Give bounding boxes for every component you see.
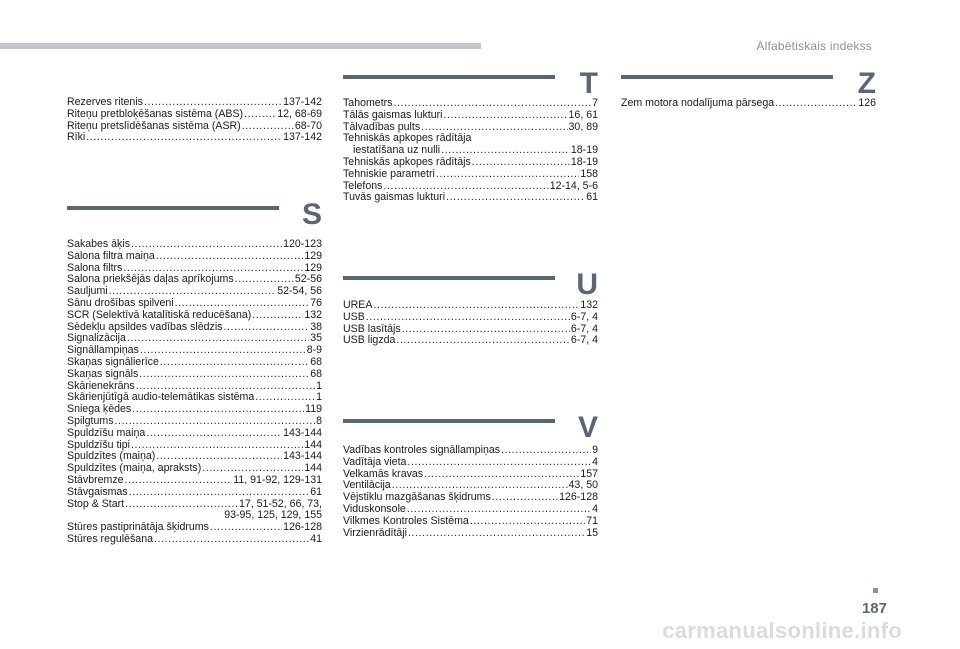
dot-leader <box>86 132 282 144</box>
dot-leader <box>446 192 585 204</box>
section-t <box>343 68 598 204</box>
index-entry <box>67 487 322 499</box>
entry-page-ref: 38 <box>310 320 322 333</box>
page-header-title: Alfabētiskais indekss <box>756 39 872 53</box>
index-entry <box>343 504 598 516</box>
entry-term: Rezerves ritenis <box>67 96 143 108</box>
entry-term: Spuldzītes (maiņa, apraksts) <box>67 462 202 475</box>
entry-term: Vilkmes Kontroles Sistēma <box>343 514 469 527</box>
index-entry <box>343 110 598 122</box>
entry-page-ref: 8-9 <box>306 344 322 357</box>
section-rule <box>621 75 833 79</box>
dot-leader <box>501 445 591 457</box>
section-header-z <box>621 68 876 98</box>
entry-page-ref: 120-123 <box>283 238 322 250</box>
entry-term: iestatīšana uz nulli <box>353 144 441 157</box>
dot-leader <box>210 522 282 534</box>
entry-page-ref: 143-144 <box>283 426 322 439</box>
entry-page-ref: 43, 50 <box>568 479 598 492</box>
dot-leader <box>408 528 585 540</box>
entry-term: Salona priekšējās daļas aprīkojums <box>67 273 234 286</box>
section-s <box>67 199 322 546</box>
entry-page-ref: 17, 51-52, 66, 73, <box>238 497 322 510</box>
dot-leader <box>223 322 309 334</box>
section-header-v <box>343 412 598 445</box>
entry-page-ref: 132 <box>304 308 322 321</box>
entry-term: Sauljumi <box>67 285 108 298</box>
entry-term: Rīki <box>67 131 86 144</box>
dot-leader <box>156 251 304 263</box>
entry-term: Telefons <box>343 179 383 192</box>
dot-leader <box>125 499 238 511</box>
watermark-text: carmanualsonline.info <box>662 618 902 643</box>
entry-page-ref: 144 <box>304 438 322 451</box>
section-letter-v: V <box>577 411 598 444</box>
section-v <box>343 412 598 539</box>
index-entry <box>67 475 322 487</box>
entry-page-ref: 15 <box>586 526 598 539</box>
entries-z <box>621 98 876 110</box>
section-u <box>343 269 598 347</box>
entry-term: Signāllampiņas <box>67 344 139 357</box>
index-entry <box>67 534 322 546</box>
entry-page-ref: 61 <box>586 191 598 204</box>
entry-term: Tehniskie parametri <box>343 167 435 180</box>
index-entry <box>343 335 598 347</box>
dot-leader <box>129 487 310 499</box>
entry-page-ref: 11, 91-92, 129-131 <box>233 473 322 486</box>
entry-term: Stāvgaismas <box>67 485 128 498</box>
entry-page-ref: 132 <box>580 299 598 311</box>
entry-page-ref: 126-128 <box>559 491 598 504</box>
index-entry <box>67 298 322 310</box>
entry-term: Skaņas signālierīce <box>67 355 159 368</box>
entry-term: Stūres regulēšana <box>67 532 153 545</box>
index-entry <box>67 251 322 263</box>
footer-dot <box>873 588 878 593</box>
entry-page-ref: 1 <box>316 379 322 392</box>
index-entry <box>343 192 598 204</box>
entry-page-ref: 12-14, 5-6 <box>549 179 598 192</box>
entry-term: SCR (Selektīvā katalītiskā reducēšana) <box>67 308 252 321</box>
entry-page-ref: 4 <box>592 455 598 468</box>
entry-term: Stop & Start <box>67 497 125 510</box>
entry-page-ref: 158 <box>580 167 598 180</box>
entry-page-ref: 16, 61 <box>568 108 598 121</box>
dot-leader <box>396 335 570 347</box>
dot-leader <box>366 312 570 324</box>
entry-page-ref: 68 <box>310 367 322 380</box>
entry-term: UREA <box>343 299 373 311</box>
page-number: 187 <box>861 600 887 617</box>
entry-term: Sānu drošības spilveni <box>67 296 174 309</box>
entry-term: Spuldzīšu tipi <box>67 438 131 451</box>
index-entry <box>343 457 598 469</box>
entry-page-ref: 129 <box>304 261 322 274</box>
entry-term: Skaņas signāls <box>67 367 139 380</box>
index-entry <box>67 357 322 369</box>
index-entry <box>343 157 598 169</box>
entry-term: USB <box>343 310 365 323</box>
entry-term: Sniega ķēdes <box>67 403 132 416</box>
entries-t <box>343 98 598 204</box>
entry-term: Spuldzītes (maiņa) <box>67 450 156 463</box>
section-rule <box>343 419 555 423</box>
index-entry <box>67 310 322 322</box>
section-header-t <box>343 68 598 98</box>
section-rule <box>343 75 555 79</box>
entry-term: Tahometrs <box>343 97 393 109</box>
index-entry <box>343 300 598 312</box>
entry-term: Salona filtrs <box>67 261 123 274</box>
entries-u <box>343 300 598 347</box>
entry-page-ref: 6-7, 4 <box>570 334 598 347</box>
index-entry <box>343 312 598 324</box>
section-letter-s: S <box>301 198 322 231</box>
entry-page-ref: 129 <box>304 249 322 262</box>
entry-page-ref: 6-7, 4 <box>570 322 598 335</box>
entry-term: Vadītāja vieta <box>343 455 407 468</box>
entry-page-ref: 76 <box>310 296 322 309</box>
dot-leader <box>402 324 570 336</box>
dot-leader <box>252 310 303 322</box>
dot-leader <box>424 469 579 481</box>
entry-page-ref: 68 <box>310 355 322 368</box>
entry-page-ref: 137-142 <box>283 131 322 144</box>
entry-page-ref: 41 <box>310 532 322 545</box>
entry-page-ref: 52-54, 56 <box>277 285 322 298</box>
section-letter-u: U <box>576 268 598 301</box>
entry-page-ref: 4 <box>592 502 598 515</box>
entry-term: Tuvās gaismas lukturi <box>343 191 446 204</box>
entry-page-ref: 61 <box>310 485 322 498</box>
section-letter-z: Z <box>857 67 876 100</box>
entries-r <box>67 97 322 144</box>
entry-page-ref: 30, 89 <box>568 120 598 133</box>
entry-term: Vējstiklu mazgāšanas šķidrums <box>343 491 491 504</box>
section-rule <box>343 276 555 280</box>
section-header-s <box>67 199 322 239</box>
index-entry <box>67 369 322 381</box>
dot-leader <box>127 333 309 345</box>
entry-page-ref: 68-70 <box>294 119 322 132</box>
section-header-u <box>343 269 598 300</box>
entry-term: Ventilācija <box>343 479 391 492</box>
dot-leader <box>139 369 309 381</box>
entries-v <box>343 445 598 539</box>
dot-leader <box>407 504 591 516</box>
entry-term: Tālvadības pults <box>343 120 421 133</box>
dot-leader <box>115 416 316 428</box>
index-entry <box>67 416 322 428</box>
index-entry <box>343 528 598 540</box>
index-entry <box>67 132 322 144</box>
entry-page-ref: 18-19 <box>570 155 598 168</box>
index-entry <box>343 169 598 181</box>
dot-leader <box>175 298 310 310</box>
header-bar <box>0 43 481 49</box>
dot-leader <box>131 440 303 452</box>
entry-term: Tehniskās apkopes rādītājs <box>343 155 471 168</box>
dot-leader <box>373 300 579 312</box>
dot-leader <box>492 492 558 504</box>
section-z <box>621 68 876 110</box>
entry-page-ref: 71 <box>586 514 598 527</box>
entry-term: Sakabes āķis <box>67 238 131 250</box>
entry-page-ref: 6-7, 4 <box>570 310 598 323</box>
dot-leader <box>472 157 570 169</box>
entry-term: Spilgtums <box>67 414 114 427</box>
entry-term: Skārienekrāns <box>67 379 135 392</box>
index-entry <box>67 428 322 440</box>
entry-page-ref: 1 <box>316 391 322 404</box>
entry-page-ref: 9 <box>592 444 598 456</box>
entry-page-ref: 12, 68-69 <box>277 107 322 120</box>
index-entry <box>621 98 876 110</box>
entry-term: Zem motora nodalījuma pārsega <box>621 97 775 109</box>
entry-term: Skārienjūtīgā audio-telemātikas sistēma <box>67 391 255 404</box>
entry-page-ref: 157 <box>580 467 598 480</box>
entries-s <box>67 239 322 546</box>
entry-term: Stūres pastiprinātāja šķidrums <box>67 521 209 534</box>
entry-term: Tālās gaismas lukturi <box>343 108 443 121</box>
entry-page-ref: 35 <box>310 332 322 345</box>
entry-page-ref: 126-128 <box>283 521 322 534</box>
entry-term: Salona filtra maiņa <box>67 249 155 262</box>
entry-page-ref: 144 <box>304 462 322 475</box>
dot-leader <box>146 428 282 440</box>
entry-term: Viduskonsole <box>343 502 406 515</box>
entry-page-ref: 8 <box>316 414 322 427</box>
entry-term: Signalizācija <box>67 332 126 345</box>
entry-page-ref: 119 <box>305 403 322 416</box>
entry-page-ref: 7 <box>592 97 598 109</box>
entry-term: Riteņu pretbloķēšanas sistēma (ABS) <box>67 107 244 120</box>
entry-term: Vadības kontroles signāllampiņas <box>343 444 501 456</box>
section-r <box>67 97 322 144</box>
entry-term: Riteņu pretslīdēšanas sistēma (ASR) <box>67 119 241 132</box>
entry-page-ref: 137-142 <box>283 96 322 108</box>
index-entry <box>343 516 598 528</box>
dot-leader <box>154 534 309 546</box>
dot-leader <box>125 475 233 487</box>
entry-page-ref: 143-144 <box>283 450 322 463</box>
entry-page-ref: 52-56 <box>294 273 322 286</box>
entry-term: Sēdekļu apsildes vadības slēdzis <box>67 320 223 333</box>
section-rule <box>67 206 279 210</box>
entry-page-ref: 126 <box>858 97 876 109</box>
entry-term: Virzienrādītāji <box>343 526 407 539</box>
dot-leader <box>444 110 568 122</box>
entry-term: Spuldzīšu maiņa <box>67 426 146 439</box>
entry-term: Stāvbremze <box>67 473 124 486</box>
entry-term: USB lasītājs <box>343 322 401 335</box>
dot-leader <box>132 404 304 416</box>
entry-page-ref: 93-95, 125, 129, 155 <box>224 509 322 522</box>
index-entry <box>67 109 322 121</box>
entry-term: USB ligzda <box>343 334 396 347</box>
entry-term: Tehniskās apkopes rādītāja <box>343 132 472 145</box>
dot-leader <box>160 357 309 369</box>
dot-leader <box>436 169 579 181</box>
dot-leader <box>407 457 591 469</box>
dot-leader <box>140 345 306 357</box>
dot-leader <box>244 109 276 121</box>
dot-leader <box>775 98 857 110</box>
section-letter-t: T <box>579 67 598 100</box>
entry-page-ref: 18-19 <box>570 144 598 157</box>
entry-term: Velkamās kravas <box>343 467 424 480</box>
dot-leader <box>470 516 585 528</box>
